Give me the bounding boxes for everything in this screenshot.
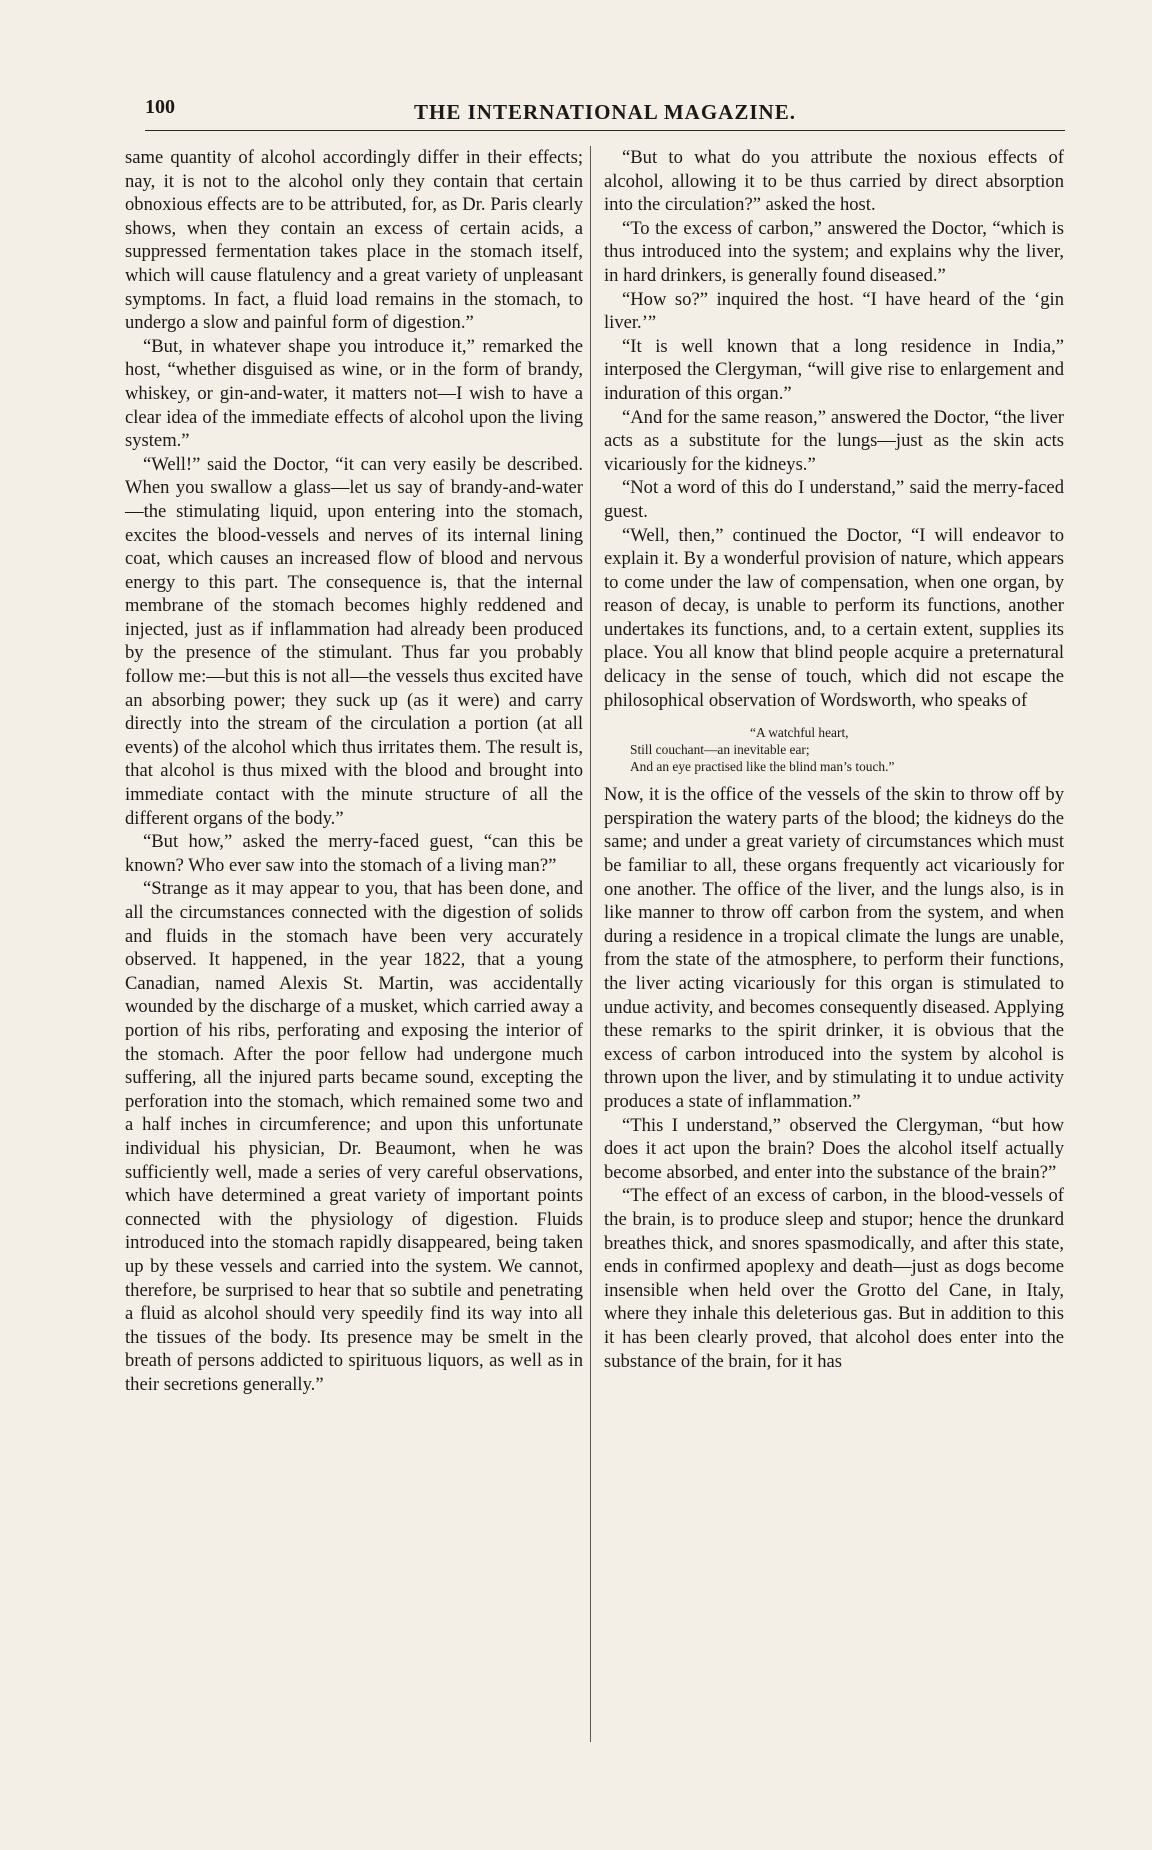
column-divider bbox=[590, 146, 591, 1742]
paragraph: “And for the same reason,” answered the Doctor, “the liver acts as a substitute for the lungs—just as the skin acts vicariously for the kidneys.” bbox=[604, 406, 1064, 475]
paragraph: “How so?” inquired the host. “I have heard of the ‘gin liver.’” bbox=[604, 288, 1064, 334]
verse-line: “A watchful heart, bbox=[750, 725, 849, 741]
paragraph: “Strange as it may appear to you, that has been done, and all the circumstances connected with the digestion of solids and fluids in the stomach have been very accurately observed. It happened, in the year 1822, that a young Canadian, named Alexis St. Martin, was accidentally wounded by the discharge of a musket, which carried away a portion of his ribs, perforating and exposing the interior of the stomach. After the poor fellow had undergone much suffering, all the injured parts became sound, excepting the perforation into the stomach, which remained some two and a half inches in circumference; and upon this unfortunate individual his physician, Dr. Beaumont, when he was sufficiently well, made a series of very careful observations, which have determined a great variety of important points connected with the physiology of digestion. Fluids introduced into the stomach rapidly disappeared, being taken up by these vessels and carried into the system. We cannot, therefore, be surprised to hear that so subtile and penetrating a fluid as alcohol should very speedily find its way into all the tissues of the body. Its presence may be smelt in the breath of persons addicted to spirituous liquors, as well as in their secretions generally.” bbox=[125, 878, 583, 1395]
paragraph: “Well!” said the Doctor, “it can very easily be described. When you swallow a glass—let us say of brandy-and-water—the stimulating liquid, upon entering into the stomach, excites the blood-vessels and nerves of its internal lining coat, which causes an increased flow of blood and nervous energy to this part. The consequence is, that the internal membrane of the stomach becomes highly reddened and injected, just as if inflammation had already been produced by the presence of the stimulant. Thus far you probably follow me:—but this is not all—the vessels thus excited have an absorbing power; they suck up (as it were) and carry directly into the stream of the circulation a portion (at all events) of the alcohol which thus irritates them. The result is, that alcohol is thus mixed with the blood and brought into immediate contact with the minute structure of all the different organs of the body.” bbox=[125, 453, 583, 829]
paragraph: “To the excess of carbon,” answered the Doctor, “which is thus introduced into the system; and explains why the liver, in hard drinkers, is generally found diseased.” bbox=[604, 217, 1064, 286]
paragraph: “But how,” asked the merry-faced guest, “can this be known? Who ever saw into the stomach of a living man?” bbox=[125, 831, 583, 876]
page-header bbox=[145, 96, 1065, 131]
paragraph: “The effect of an excess of carbon, in the blood-vessels of the brain, is to produce sleep and stupor; hence the drunkard breathes thick, and snores spasmodically, and after this state, ends in confirmed apoplexy and death—just as dogs become insensible when held over the Grotto del Cane, in Italy, where they inhale this deleterious gas. But in addition to this it has been clearly proved, that alcohol does enter into the substance of the brain, for it has bbox=[604, 1185, 1064, 1372]
verse-line: And an eye practised like the blind man’s touch.” bbox=[630, 759, 895, 775]
paragraph: “This I understand,” observed the Clergyman, “but how does it act upon the brain? Does the alcohol itself actually become absorbed, and enter into the substance of the brain?” bbox=[604, 1114, 1064, 1183]
paragraph: “But, in whatever shape you introduce it,” remarked the host, “whether disguised as wine, or in the form of brandy, whiskey, or gin-and-water, it matters not—I wish to have a clear idea of the immediate effects of alcohol upon the living system.” bbox=[125, 335, 583, 452]
paragraph: “Well, then,” continued the Doctor, “I will endeavor to explain it. By a wonderful provision of nature, which appears to come under the law of compensation, when one organ, by reason of decay, is unable to perform its functions, another undertakes its functions, and, to a certain extent, supplies its place. You all know that blind people acquire a preternatural delicacy in the sense of touch, which did not escape the philosophical observation of Wordsworth, who speaks of bbox=[604, 524, 1064, 711]
verse-quote bbox=[630, 724, 1064, 775]
page-number: 100 bbox=[145, 96, 175, 118]
verse-line: Still couchant—an inevitable ear; bbox=[630, 742, 810, 758]
paragraph: “But to what do you attribute the noxious effects of alcohol, allowing it to be thus carried by direct absorption into the circulation?” asked the host. bbox=[604, 147, 1064, 216]
right-column bbox=[604, 146, 1064, 1373]
running-title: THE INTERNATIONAL MAGAZINE. bbox=[414, 100, 796, 124]
paragraph: “It is well known that a long residence in India,” interposed the Clergyman, “will give rise to enlargement and induration of this organ.” bbox=[604, 335, 1064, 404]
paragraph: same quantity of alcohol accordingly differ in their effects; nay, it is not to the alcohol only they contain that certain obnoxious effects are to be attributed, for, as Dr. Paris clearly shows, when they contain an excess of certain acids, a suppressed fermentation takes place in the stomach itself, which will cause flatulency and a great variety of unpleasant symptoms. In fact, a fluid load remains in the stomach, to undergo a slow and painful form of digestion.” bbox=[125, 147, 583, 334]
left-column bbox=[125, 146, 583, 1396]
paragraph: Now, it is the office of the vessels of the skin to throw off by perspiration the watery parts of the blood; the kidneys do the same; and under a great variety of circumstances which must be familiar to all, these organs frequently act vicariously for one another. The office of the liver, and the lungs also, is in like manner to throw off carbon from the system, and when during a residence in a tropical climate the lungs are unable, from the state of the atmosphere, to perform their functions, the liver acting vicariously for this organ is stimulated to undue activity, and becomes consequently diseased. Applying these remarks to the spirit drinker, it is obvious that the excess of carbon introduced into the system by alcohol is thrown upon the liver, and by stimulating it to undue activity produces a state of inflammation.” bbox=[604, 784, 1064, 1112]
paragraph: “Not a word of this do I understand,” said the merry-faced guest. bbox=[604, 477, 1064, 522]
